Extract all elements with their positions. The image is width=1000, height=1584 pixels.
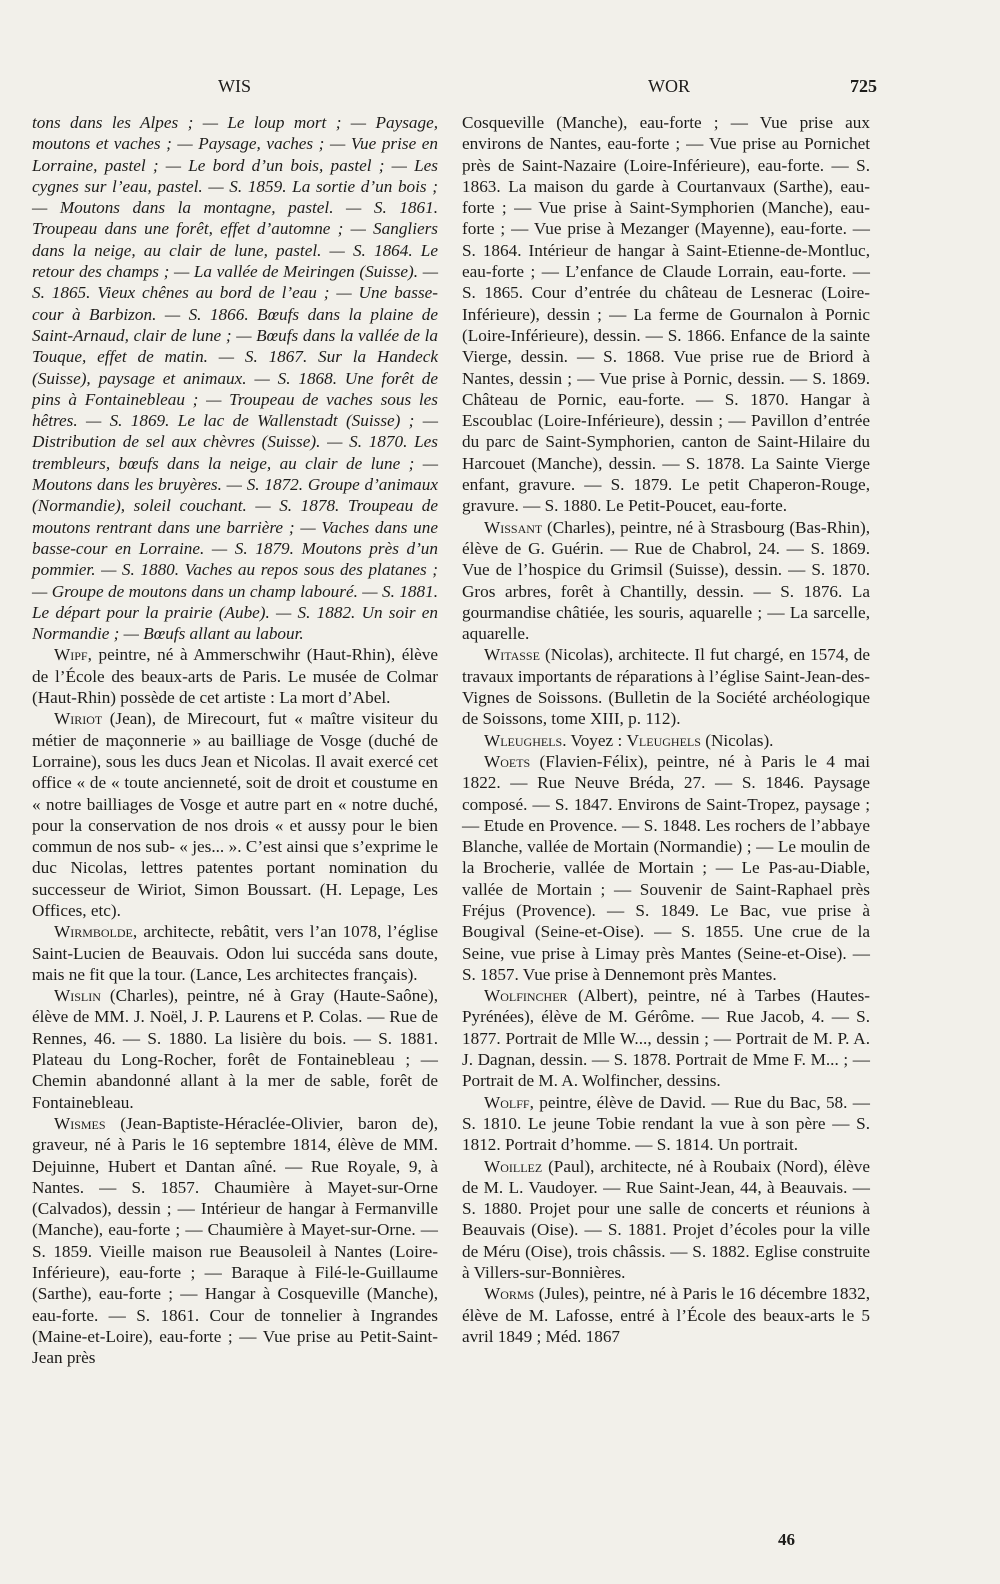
signature-mark: 46: [778, 1530, 795, 1549]
entry-name: Woillez: [484, 1156, 543, 1176]
entry-text: . Voyez :: [562, 730, 627, 750]
running-head-left: WIS: [218, 76, 251, 96]
entry-wismes-continued: Cosqueville (Manche), eau-forte ; — Vue prise aux environs de Nantes, eau-forte ; — Vue prise au Pornichet près de Saint-Nazaire (Loire-Inférieure), eau-forte. — S. 1863. La maison du garde à Courtanvaux (Sarthe), eau-forte ; — Vue prise à Saint-Symphorien (Manche), eau-forte ; — Vue prise à Mezanger (Mayenne), eau-forte. — S. 1864. Intérieur de hangar à Saint-Etienne-de-Montluc, eau-forte ; — L’enfance de Claude Lorrain, eau-forte. — S. 1865. Cour d’entrée du château de Lesnerac (Loire-Inférieure), dessin ; — La ferme de Gournalon à Pornic (Loire-Inférieure), dessin. — S. 1866. Enfance de la sainte Vierge, dessin. — S. 1868. Vue prise rue de Briord à Nantes, dessin ; — Vue prise à Pornic, dessin. — S. 1869. Château de Pornic, eau-forte. — S. 1870. Hangar à Escoublac (Loire-Inférieure), dessin ; — Pavillon d’entrée du parc de Saint-Symphorien, canton de Saint-Hilaire du Harcouet (Manche), dessin. — S. 1878. La Sainte Vierge enfant, gravure. — S. 1879. Le petit Chaperon-Rouge, gravure. — S. 1880. Le Petit-Poucet, eau-forte.: [462, 113, 870, 516]
entry-wirmbolde: [32, 921, 438, 985]
entry-witasse: [462, 644, 870, 729]
entry-name: Witasse: [484, 645, 540, 665]
entry-wolff: [462, 1092, 870, 1156]
entry-name: Wislin: [54, 986, 101, 1006]
entry-text: (Jean), de Mirecourt, fut « maître visiteur du métier de maçonnerie » au bailliage de Vosge (duché de Lorraine), sous les ducs Jean et Nicolas. Il avait exercé cet office « de « toute ancienneté, soit de droit et coustume en « notre bailliages de Vosge et autre part en « notre duché, pour la conservation de nos drois « et aussy pour le bien commun de nos sub- « jes... ». C’est ainsi que s’exprime le duc Nicolas, lettres patentes portant nomination du successeur de Wiriot, Simon Boussart. (H. Lepage, Les Offices, etc).: [32, 709, 438, 920]
cross-reference: Vleughels: [626, 730, 701, 750]
running-head-center: WOR: [648, 76, 690, 96]
entry-text: (Charles), peintre, né à Strasbourg (Bas-Rhin), élève de G. Guérin. — Rue de Chabrol, 24. — S. 1869. Vue de l’hospice du Grimsil (Suisse), dessin. — S. 1870. Gros arbres, forêt à Chantilly, dessin. — S. 1876. La gourmandise châtiée, les souris, aquarelle ; — La sarcelle, aquarelle.: [462, 517, 870, 644]
entry-worms: [462, 1283, 870, 1347]
entry-wismes: [32, 1113, 438, 1369]
entry-name: Wolfincher: [484, 986, 568, 1006]
entry-wissant: [462, 517, 870, 645]
entry-name: Worms: [484, 1284, 535, 1304]
entry-text: (Nicolas).: [700, 730, 774, 750]
entry-name: Wissant: [484, 517, 543, 537]
entry-text: (Paul), architecte, né à Roubaix (Nord), élève de M. L. Vaudoyer. — Rue Saint-Jean, 44, à Beauvais. — S. 1880. Projet pour une salle de concerts et réunions à Beauvais (Oise). — S. 1881. Projet d’écoles pour la ville de Méru (Oise), trois châssis. — S. 1882. Eglise construite à Villers-sur-Bonnières.: [462, 1156, 870, 1283]
entry-name: Wipf: [54, 645, 88, 665]
entry-name: Wolff: [484, 1092, 530, 1112]
entry-name: Wleughels: [484, 730, 563, 750]
entry-name: Woets: [484, 751, 531, 771]
page-number: 725: [850, 76, 877, 96]
entry-woillez: [462, 1156, 870, 1284]
entry-wipf: [32, 644, 438, 708]
entry-text: , architecte, rebâtit, vers l’an 1078, l’église Saint-Lucien de Beauvais. Odon lui succéda sans doute, mais ne fit que la tour. (Lance, Les architectes français).: [32, 922, 438, 984]
entry-wislin: [32, 985, 438, 1113]
entry-continuation: tons dans les Alpes ; — Le loup mort ; — Paysage, moutons et vaches ; — Paysage, vaches ; — Vue prise en Lorraine, pastel ; — Le bord d’un bois, pastel ; — Les cygnes sur l’eau, pastel. — S. 1859. La sortie d’un bois ; — Moutons dans la montagne, pastel. — S. 1861. Troupeau dans une forêt, effet d’automne ; — Sangliers dans la neige, au clair de lune, pastel. — S. 1864. Le retour des champs ; — La vallée de Meiringen (Suisse). — S. 1865. Vieux chênes au bord de l’eau ; — Une basse-cour à Barbizon. — S. 1866. Bœufs dans la plaine de Saint-Arnaud, clair de lune ; — Bœufs dans la vallée de la Touque, effet de matin. — S. 1867. Sur la Handeck (Suisse), paysage et animaux. — S. 1868. Une forêt de pins à Fontainebleau ; — Troupeau de vaches sous les hêtres. — S. 1869. Le lac de Wallenstadt (Suisse) ; — Distribution de sel aux chèvres (Suisse). — S. 1870. Les trembleurs, bœufs dans la neige, au clair de lune ; — Moutons dans les bruyères. — S. 1872. Groupe d’animaux (Normandie), soleil couchant. — S. 1878. Troupeau de moutons rentrant dans une barrière ; — Vaches dans une basse-cour en Lorraine. — S. 1879. Moutons près d’un pommier. — S. 1880. Vaches au repos sous des platanes ; — Groupe de moutons dans un champ labouré. — S. 1881. Le départ pour la prairie (Aube). — S. 1882. Un soir en Normandie ; — Bœufs allant au labour.: [32, 113, 438, 644]
entry-text: (Charles), peintre, né à Gray (Haute-Saône), élève de MM. J. Noël, J. P. Laurens et P. Colas. — Rue de Rennes, 46. — S. 1880. La lisière du bois. — S. 1881. Plateau du Long-Rocher, forêt de Fontainebleau ; — Chemin abandonné allant à la mer de sable, forêt de Fontainebleau.: [32, 986, 438, 1112]
right-column: [462, 112, 870, 1347]
entry-text: (Nicolas), architecte. Il fut chargé, en 1574, de travaux importants de réparations à l’église Saint-Jean-des-Vignes de Soissons. (Bulletin de la Société archéologique de Soissons, tome XIII, p. 112).: [462, 645, 870, 729]
entry-wiriot: [32, 708, 438, 921]
entry-text: , peintre, élève de David. — Rue du Bac, 58. — S. 1810. Le jeune Tobie rendant la vue à son père — S. 1812. Portrait d’homme. — S. 1814. Un portrait.: [462, 1092, 870, 1155]
entry-name: Wiriot: [54, 709, 103, 729]
entry-name: Wismes: [54, 1113, 106, 1133]
entry-text: , peintre, né à Ammerschwihr (Haut-Rhin), élève de l’École des beaux-arts de Paris. Le musée de Colmar (Haut-Rhin) possède de cet artiste : La mort d’Abel.: [32, 645, 438, 708]
entry-wolfincher: [462, 985, 870, 1091]
entry-text: (Jean-Baptiste-Héraclée-Olivier, baron de), graveur, né à Paris le 16 septembre 1814, élève de MM. Dejuinne, Hubert et Dantan aîné. — Rue Royale, 9, à Nantes. — S. 1857. Chaumière à Mayet-sur-Orne (Calvados), dessin ; — Intérieur de hangar à Fermanville (Manche), eau-forte ; — Chaumière à Mayet-sur-Orne. — S. 1859. Vieille maison rue Beausoleil à Nantes (Loire-Inférieure), eau-forte ; — Baraque à Filé-le-Guillaume (Sarthe), eau-forte ; — Hangar à Cosqueville (Manche), eau-forte. — S. 1861. Cour de tonnelier à Ingrandes (Maine-et-Loire), eau-forte ; — Vue prise au Petit-Saint-Jean près: [32, 1113, 438, 1368]
left-column: [32, 112, 438, 1369]
entry-text: (Flavien-Félix), peintre, né à Paris le 4 mai 1822. — Rue Neuve Bréda, 27. — S. 1846. Paysage composé. — S. 1847. Environs de Saint-Tropez, paysage ; — Etude en Provence. — S. 1848. Les rochers de l’abbaye Blanche, vallée de Mortain (Normandie) ; — Le moulin de la Brocherie, vallée de Mortain ; — Le Pas-au-Diable, vallée de Mortain ; — Souvenir de Saint-Raphael près Fréjus (Provence). — S. 1849. Le Bac, vue prise à Bougival (Seine-et-Oise). — S. 1855. Une crue de la Seine, vue prise à Limay près Mantes (Seine-et-Oise). — S. 1857. Vue prise à Dennemont près Mantes.: [462, 751, 870, 984]
entry-name: Wirmbolde: [54, 922, 133, 942]
entry-text: (Albert), peintre, né à Tarbes (Hautes-Pyrénées), élève de M. Gérôme. — Rue Jacob, 4. — S. 1877. Portrait de Mlle W..., dessin ; — Portrait de M. P. A. J. Dagnan, dessin. — S. 1878. Portrait de Mme F. M... ; — Portrait de M. A. Wolfincher, dessins.: [462, 986, 870, 1091]
entry-woets: [462, 751, 870, 985]
entry-wleughels: [462, 730, 870, 751]
entry-text: (Jules), peintre, né à Paris le 16 décembre 1832, élève de M. Lafosse, entré à l’École des beaux-arts le 5 avril 1849 ; Méd. 1867: [462, 1284, 870, 1346]
